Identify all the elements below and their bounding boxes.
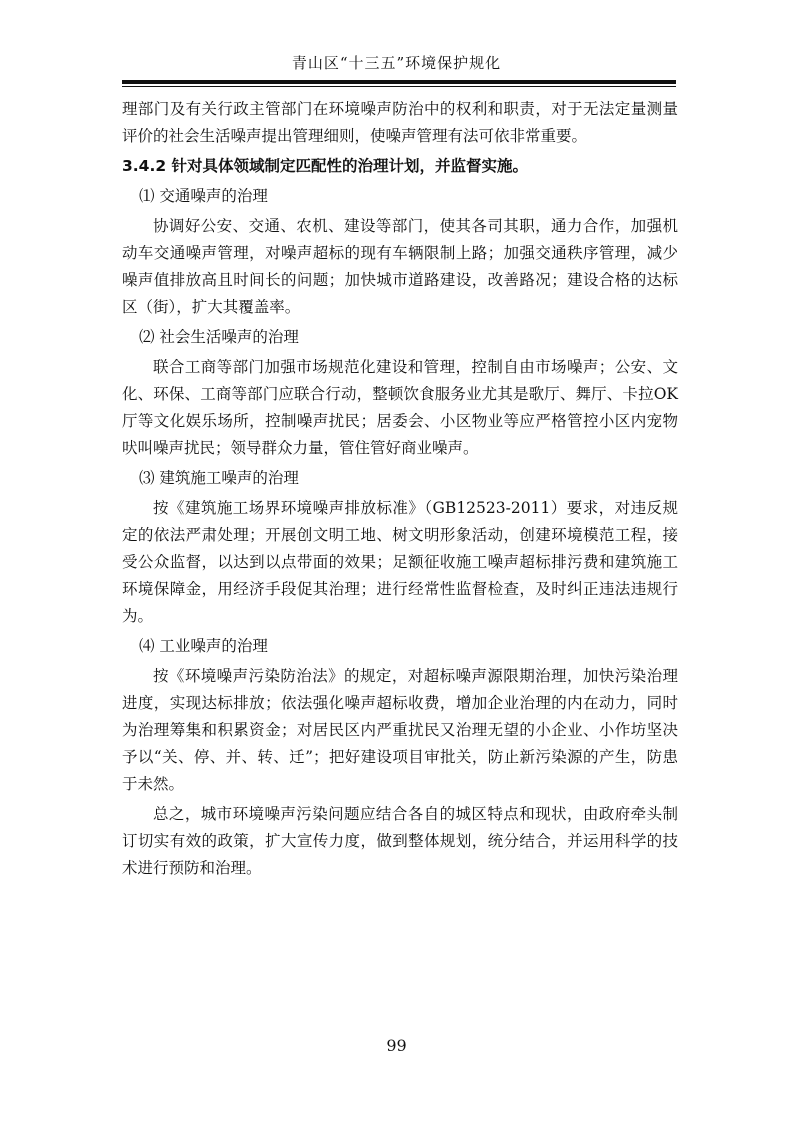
running-header: 青山区“十三五”环境保护规化 bbox=[291, 54, 502, 72]
section-heading: 3.4.2 针对具体领域制定匹配性的治理计划，并监督实施。 bbox=[122, 157, 529, 175]
subsection-title-traffic: ⑴ 交通噪声的治理 bbox=[139, 187, 268, 205]
subsection-title-social: ⑵ 社会生活噪声的治理 bbox=[139, 328, 299, 346]
paragraph-continued: 理部门及有关行政主管部门在环境噪声防治中的权利和职责，对于无法定量测量评价的社会生活噪声提出管理细则，使噪声管理有法可依非常重要。 bbox=[122, 100, 678, 145]
subsection-title-construction: ⑶ 建筑施工噪声的治理 bbox=[139, 469, 299, 487]
subsection-title-industrial: ⑷ 工业噪声的治理 bbox=[139, 637, 268, 655]
page-number: 99 bbox=[386, 1036, 407, 1055]
header-rule-thin bbox=[122, 86, 676, 87]
header-rule-thick bbox=[122, 80, 676, 84]
paragraph-construction: 按《建筑施工场界环境噪声排放标准》（GB12523-2011）要求，对违反规定的依法严肃处理；开展创文明工地、树文明形象活动，创建环境模范工程，接受公众监督，以达到以点带面的效果；足额征收施工噪声超标排污费和建筑施工环境保障金，用经济手段促其治理；进行经常性监督检查，及时纠正违法违规行为。 bbox=[122, 499, 678, 625]
paragraph-social: 联合工商等部门加强市场规范化建设和管理，控制自由市场噪声；公安、文化、环保、工商等部门应联合行动，整顿饮食服务业尤其是歌厅、舞厅、卡拉OK厅等文化娱乐场所，控制噪声扰民；居委会、小区物业等应严格管控小区内宠物吠叫噪声扰民；领导群众力量，管住管好商业噪声。 bbox=[122, 358, 678, 457]
paragraph-conclusion: 总之，城市环境噪声污染问题应结合各自的城区特点和现状，由政府牵头制订切实有效的政策，扩大宣传力度，做到整体规划，统分结合，并运用科学的技术进行预防和治理。 bbox=[122, 805, 678, 877]
paragraph-traffic: 协调好公安、交通、农机、建设等部门，使其各司其职，通力合作，加强机动车交通噪声管理，对噪声超标的现有车辆限制上路；加强交通秩序管理，减少噪声值排放高且时间长的问题；加快城市道路建设，改善路况；建设合格的达标区（街），扩大其覆盖率。 bbox=[122, 217, 678, 316]
paragraph-industrial: 按《环境噪声污染防治法》的规定，对超标噪声源限期治理，加快污染治理进度，实现达标排放；依法强化噪声超标收费，增加企业治理的内在动力，同时为治理筹集和积累资金；对居民区内严重扰民又治理无望的小企业、小作坊坚决予以“关、停、并、转、迁”；把好建设项目审批关，防止新污染源的产生，防患于未然。 bbox=[122, 667, 678, 793]
page-body bbox=[122, 96, 678, 882]
